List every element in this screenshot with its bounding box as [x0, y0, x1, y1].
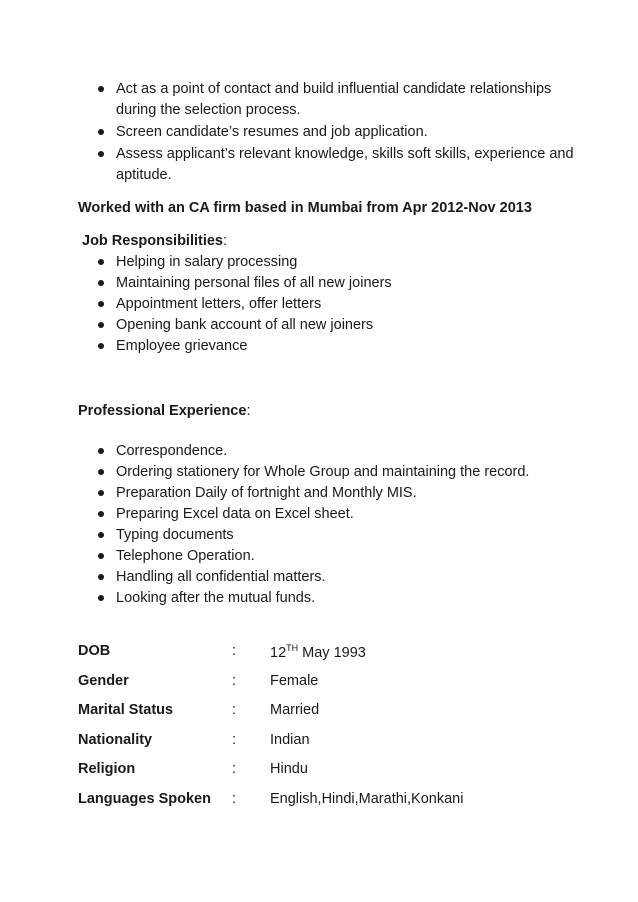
- list-item: Screen candidate’s resumes and job application.: [78, 122, 578, 143]
- list-item: Act as a point of contact and build influential candidate relationships during the selection process.: [78, 79, 578, 121]
- bullet-dot-icon: [98, 86, 104, 92]
- list-item: Ordering stationery for Whole Group and maintaining the record.: [78, 462, 598, 483]
- job-responsibilities-heading: Job Responsibilities:: [82, 233, 228, 249]
- row-value: Hindu: [270, 761, 308, 777]
- row-label: Nationality: [78, 731, 153, 748]
- bullet-dot-icon: [98, 448, 104, 454]
- work-experience-heading: Worked with an CA firm based in Mumbai from Apr 2012-Nov 2013: [78, 200, 532, 216]
- list-item: Looking after the mutual funds.: [78, 588, 598, 609]
- job-responsibilities-list: [78, 252, 578, 357]
- bullet-dot-icon: [98, 553, 104, 559]
- list-item: Telephone Operation.: [78, 546, 598, 567]
- list-item: Helping in salary processing: [78, 252, 578, 273]
- bullet-dot-icon: [98, 343, 104, 349]
- row-label: Languages Spoken: [78, 790, 211, 807]
- list-item: Preparing Excel data on Excel sheet.: [78, 504, 598, 525]
- row-label: Religion: [78, 761, 136, 777]
- bullet-dot-icon: [98, 151, 104, 157]
- bullet-dot-icon: [98, 259, 104, 265]
- row-separator: :: [232, 643, 237, 659]
- list-item: Preparation Daily of fortnight and Monthly MIS.: [78, 483, 598, 504]
- row-label: Marital Status: [78, 702, 174, 718]
- professional-experience-list: [78, 441, 598, 609]
- row-value: Indian: [270, 731, 310, 748]
- row-separator: :: [232, 790, 237, 807]
- list-item: Maintaining personal files of all new joiners: [78, 273, 578, 294]
- bullet-dot-icon: [98, 574, 104, 580]
- row-separator: :: [232, 761, 237, 777]
- bullet-dot-icon: [98, 129, 104, 135]
- dob-value: 12TH May 1993: [270, 643, 366, 661]
- bullet-dot-icon: [98, 280, 104, 286]
- bullet-dot-icon: [98, 490, 104, 496]
- bullet-dot-icon: [98, 301, 104, 307]
- list-item: Typing documents: [78, 525, 598, 546]
- bullet-dot-icon: [98, 532, 104, 538]
- dob-label: DOB: [78, 643, 111, 659]
- list-item: Handling all confidential matters.: [78, 567, 598, 588]
- bullet-dot-icon: [98, 595, 104, 601]
- list-item: Assess applicant’s relevant knowledge, skills soft skills, experience and aptitude.: [78, 144, 578, 186]
- list-item: Appointment letters, offer letters: [78, 294, 578, 315]
- row-separator: :: [232, 731, 237, 748]
- list-item: Correspondence.: [78, 441, 598, 462]
- row-separator: :: [232, 672, 237, 689]
- row-label: Gender: [78, 672, 129, 689]
- bullet-dot-icon: [98, 469, 104, 475]
- list-item: Employee grievance: [78, 336, 578, 357]
- professional-experience-heading: Professional Experience:: [78, 403, 251, 419]
- row-separator: :: [232, 702, 237, 718]
- bullet-dot-icon: [98, 322, 104, 328]
- row-value: English,Hindi,Marathi,Konkani: [270, 790, 464, 807]
- list-item: Opening bank account of all new joiners: [78, 315, 578, 336]
- top-bullet-list: [78, 79, 578, 187]
- row-value: Female: [270, 672, 319, 689]
- row-value: Married: [270, 702, 320, 718]
- bullet-dot-icon: [98, 511, 104, 517]
